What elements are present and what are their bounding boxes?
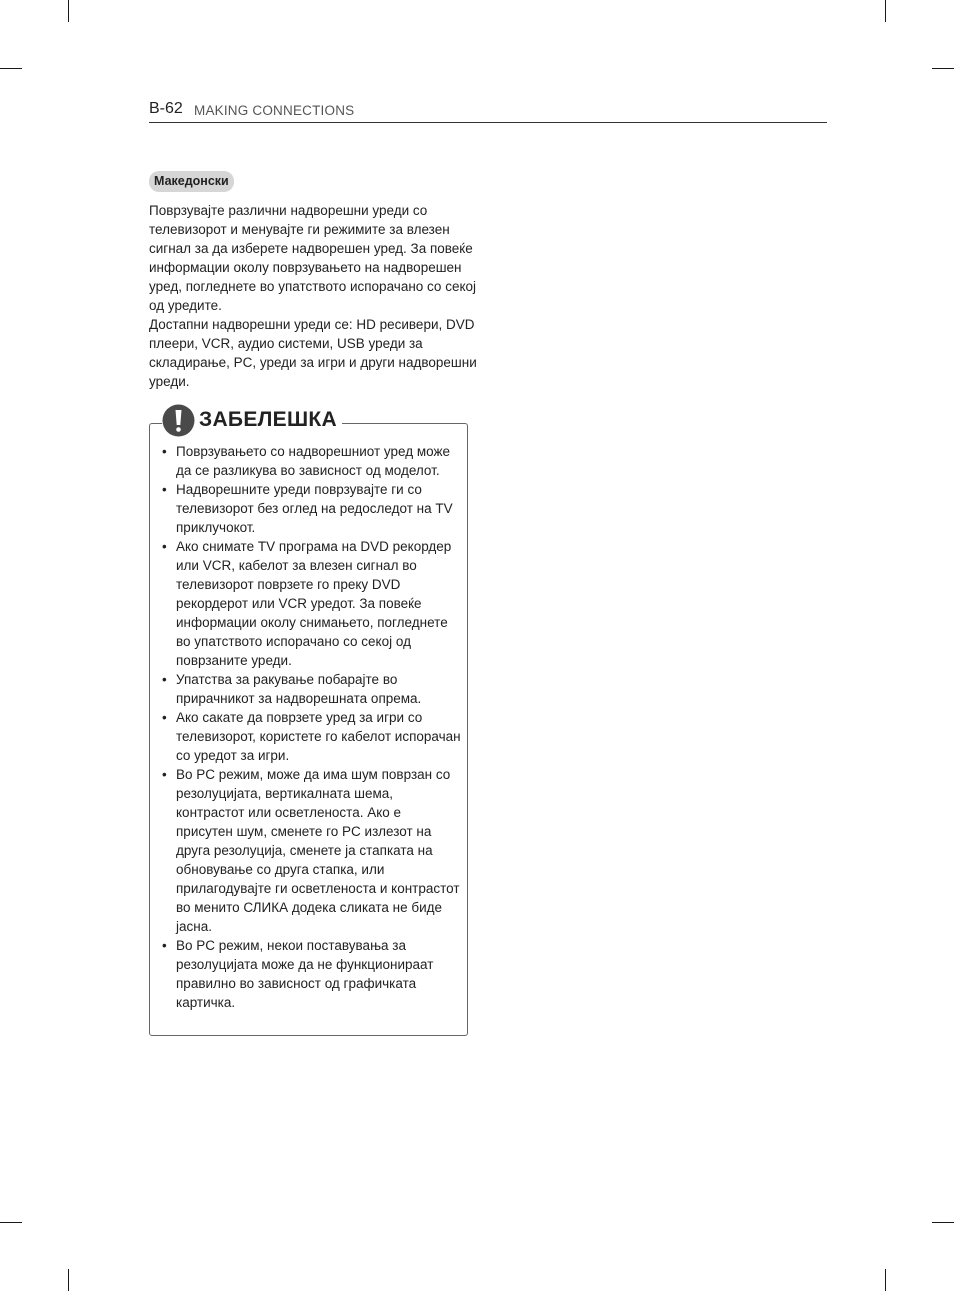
crop-mark-bottom-left-vertical [68, 1269, 69, 1291]
crop-mark-bottom-right-vertical [885, 1269, 886, 1291]
note-item: • Во PC режим, некои поставувања за резолуцијата може да не функционираат правилно во зависност од графичката картичка. [176, 936, 461, 1012]
crop-mark-top-right-vertical [885, 0, 886, 22]
crop-mark-top-left-horizontal [0, 68, 22, 69]
note-heading [162, 400, 342, 440]
note-title: ЗАБЕЛЕШКА [199, 408, 337, 431]
note-list [176, 442, 461, 1012]
note-item: • Упатства за ракување побарајте во прирачникот за надворешната опрема. [176, 670, 461, 708]
note-item: • Поврзувањето со надворешниот уред може да се разликува во зависност од моделот. [176, 442, 461, 480]
note-item: • Надворешните уреди поврзувајте ги со телевизорот без оглед на редоследот на TV приклучокот. [176, 480, 461, 537]
intro-paragraph-2: Достапни надворешни уреди се: HD ресивери, DVD плеери, VCR, аудио системи, USB уреди за складирање, PC, уреди за игри и други надворешни уреди. [149, 317, 477, 389]
page-number: B-62 [149, 100, 183, 117]
note-item: • Ако снимате TV програма на DVD рекордер или VCR, кабелот за влезен сигнал во телевизорот поврзете го преку DVD рекордерот или VCR уредот. За повеќе информации околу снимањето, погледнете во упатството испорачано со секој од поврзаните уреди. [176, 537, 461, 670]
language-badge: Македонски [149, 171, 234, 192]
crop-mark-bottom-right-horizontal [932, 1222, 954, 1223]
crop-mark-bottom-left-horizontal [0, 1222, 22, 1223]
crop-mark-top-left-vertical [68, 0, 69, 22]
intro-text [149, 201, 479, 391]
crop-mark-top-right-horizontal [932, 68, 954, 69]
intro-paragraph-1: Поврзувајте различни надворешни уреди со телевизорот и менувајте ги режимите за влезен сигнал за да изберете надворешен уред. За повеќе информации околу поврзувањето на надворешен уред, погледнете во упатството испорачано со секој од уредите. [149, 203, 477, 313]
page-header [149, 100, 827, 123]
section-title: MAKING CONNECTIONS [194, 103, 355, 118]
note-item: • Во PC режим, може да има шум поврзан со резолуцијата, вертикалната шема, контрастот или осветленоста. Ако е присутен шум, сменете го PC излезот на друга резолуција, сменете ја стапката на обновување со друга стапка, или прилагодувајте ги осветленоста и контрастот во менито СЛИКА додека сликата не биде јасна. [176, 765, 461, 936]
note-item: • Ако сакате да поврзете уред за игри со телевизорот, користете го кабелот испорачан со уредот за игри. [176, 708, 461, 765]
exclamation-icon [162, 404, 195, 437]
